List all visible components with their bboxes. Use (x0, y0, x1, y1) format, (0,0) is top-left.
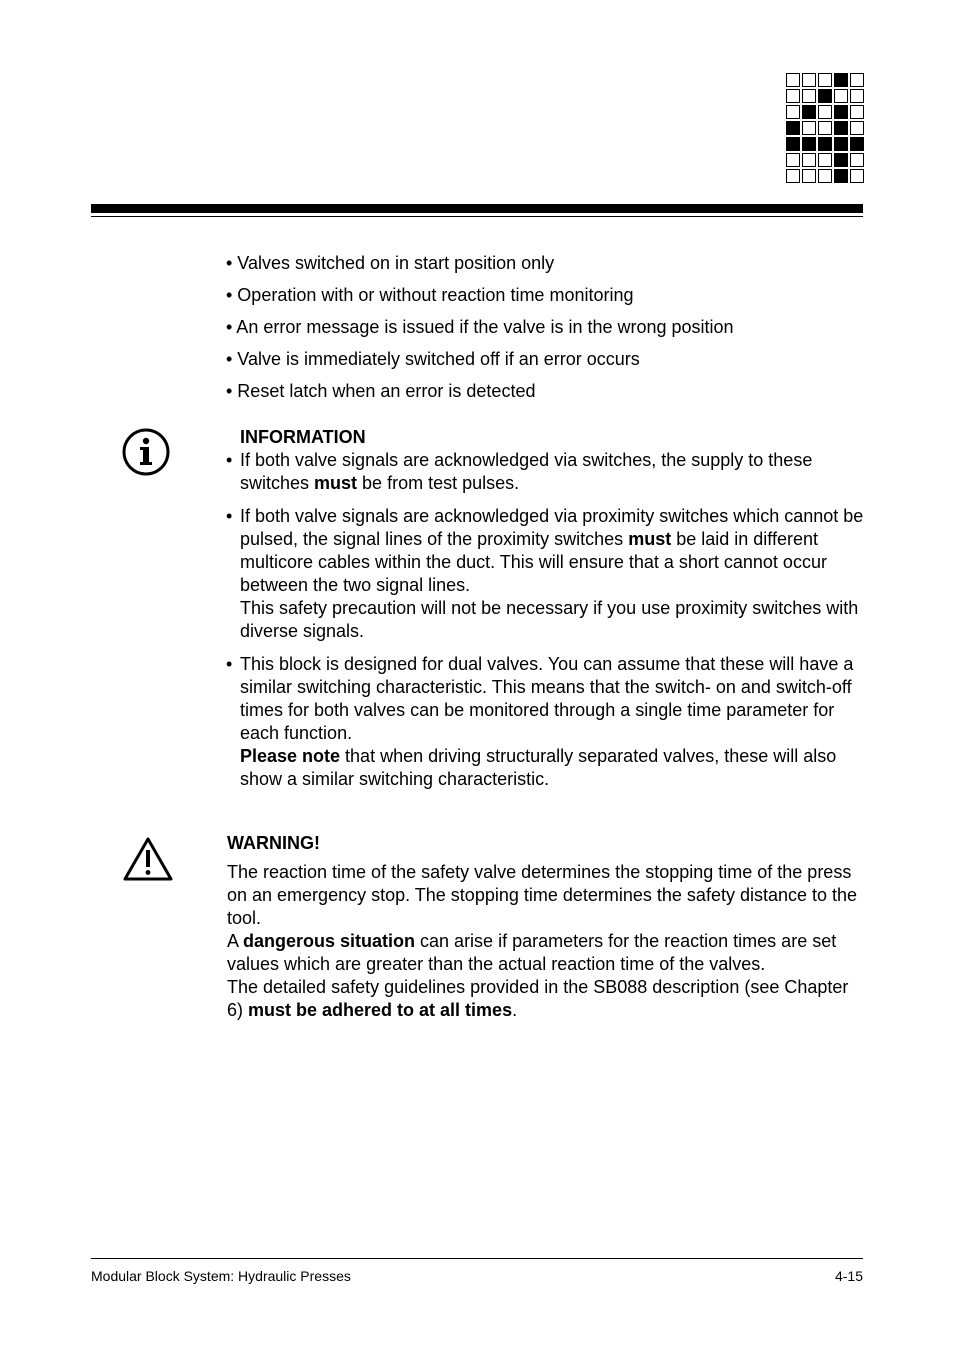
logo-cell (802, 169, 816, 183)
logo-cell (850, 137, 864, 151)
logo-cell (802, 137, 816, 151)
information-item (226, 653, 866, 791)
warning-text: The detailed safety guidelines provided in the SB088 description (see Chapter 6) must be adhered to at all times. (227, 977, 849, 1020)
logo-cell (818, 153, 832, 167)
information-item (226, 449, 866, 495)
information-text: This safety precaution will not be necessary if you use proximity switches with diverse signals. (240, 598, 859, 641)
logo-cell (786, 153, 800, 167)
feature-item: • Reset latch when an error is detected (226, 381, 536, 401)
logo-cell (802, 73, 816, 87)
bullet: • (226, 450, 233, 470)
logo-cell (818, 89, 832, 103)
logo-cell (802, 89, 816, 103)
logo-cell (850, 89, 864, 103)
information-block (226, 426, 866, 801)
logo-cell (786, 121, 800, 135)
logo-cell (786, 89, 800, 103)
feature-list (226, 252, 866, 412)
logo-cell (850, 169, 864, 183)
information-text: If both valve signals are acknowledged via proximity switches which cannot be pulsed, the signal lines of the proximity switches must be laid in different multicore cables within the duct. This will ensure that a short cannot occur between the two signal lines. (240, 506, 864, 595)
logo-cell (786, 105, 800, 119)
logo-cell (834, 73, 848, 87)
logo-cell (834, 89, 848, 103)
page-number: 4-15 (834, 1268, 863, 1284)
logo-cell (850, 121, 864, 135)
feature-item: • Valve is immediately switched off if an error occurs (226, 349, 640, 369)
logo-cell (818, 73, 832, 87)
footer-rule (91, 1258, 863, 1259)
warning-triangle-icon (121, 835, 175, 883)
logo-cell (834, 121, 848, 135)
feature-item: • An error message is issued if the valve is in the wrong position (226, 317, 734, 337)
logo-cell (786, 73, 800, 87)
logo-cell (802, 105, 816, 119)
warning-title: WARNING! (227, 833, 320, 853)
logo-cell (834, 169, 848, 183)
information-text: If both valve signals are acknowledged via switches, the supply to these switches must be from test pulses. (240, 450, 813, 493)
warning-text: A dangerous situation can arise if parameters for the reaction times are set values which are greater than the actual reaction time of the valves. (227, 931, 837, 974)
bullet: • (226, 506, 233, 526)
logo-cell (834, 137, 848, 151)
logo-cell (834, 153, 848, 167)
logo-cell (834, 105, 848, 119)
information-title: INFORMATION (240, 427, 366, 447)
logo-grid-icon (786, 73, 864, 183)
info-icon (121, 427, 171, 477)
logo-cell (818, 137, 832, 151)
bullet: • (226, 654, 233, 674)
information-text: This block is designed for dual valves. You can assume that these will have a similar switching characteristic. This means that the switch- on and switch-off times for both valves can be monitored through a single time parameter for each function. (240, 654, 854, 743)
logo-cell (850, 105, 864, 119)
logo-cell (818, 169, 832, 183)
feature-item: • Valves switched on in start position only (226, 253, 555, 273)
feature-item: • Operation with or without reaction time monitoring (226, 285, 634, 305)
logo-cell (850, 153, 864, 167)
warning-text: The reaction time of the safety valve determines the stopping time of the press on an emergency stop. The stopping time determines the safety distance to the tool. (227, 862, 858, 928)
header-rule-thin (91, 216, 863, 217)
warning-block (227, 832, 867, 1022)
footer-title: Modular Block System: Hydraulic Presses (91, 1268, 351, 1284)
header-rule-thick (91, 204, 863, 213)
logo-cell (802, 121, 816, 135)
logo-cell (850, 73, 864, 87)
logo-cell (818, 121, 832, 135)
information-text: Please note that when driving structurally separated valves, these will also show a similar switching characteristic. (240, 746, 837, 789)
information-item (226, 505, 866, 643)
logo-cell (786, 137, 800, 151)
logo-cell (802, 153, 816, 167)
logo-cell (818, 105, 832, 119)
logo-cell (786, 169, 800, 183)
